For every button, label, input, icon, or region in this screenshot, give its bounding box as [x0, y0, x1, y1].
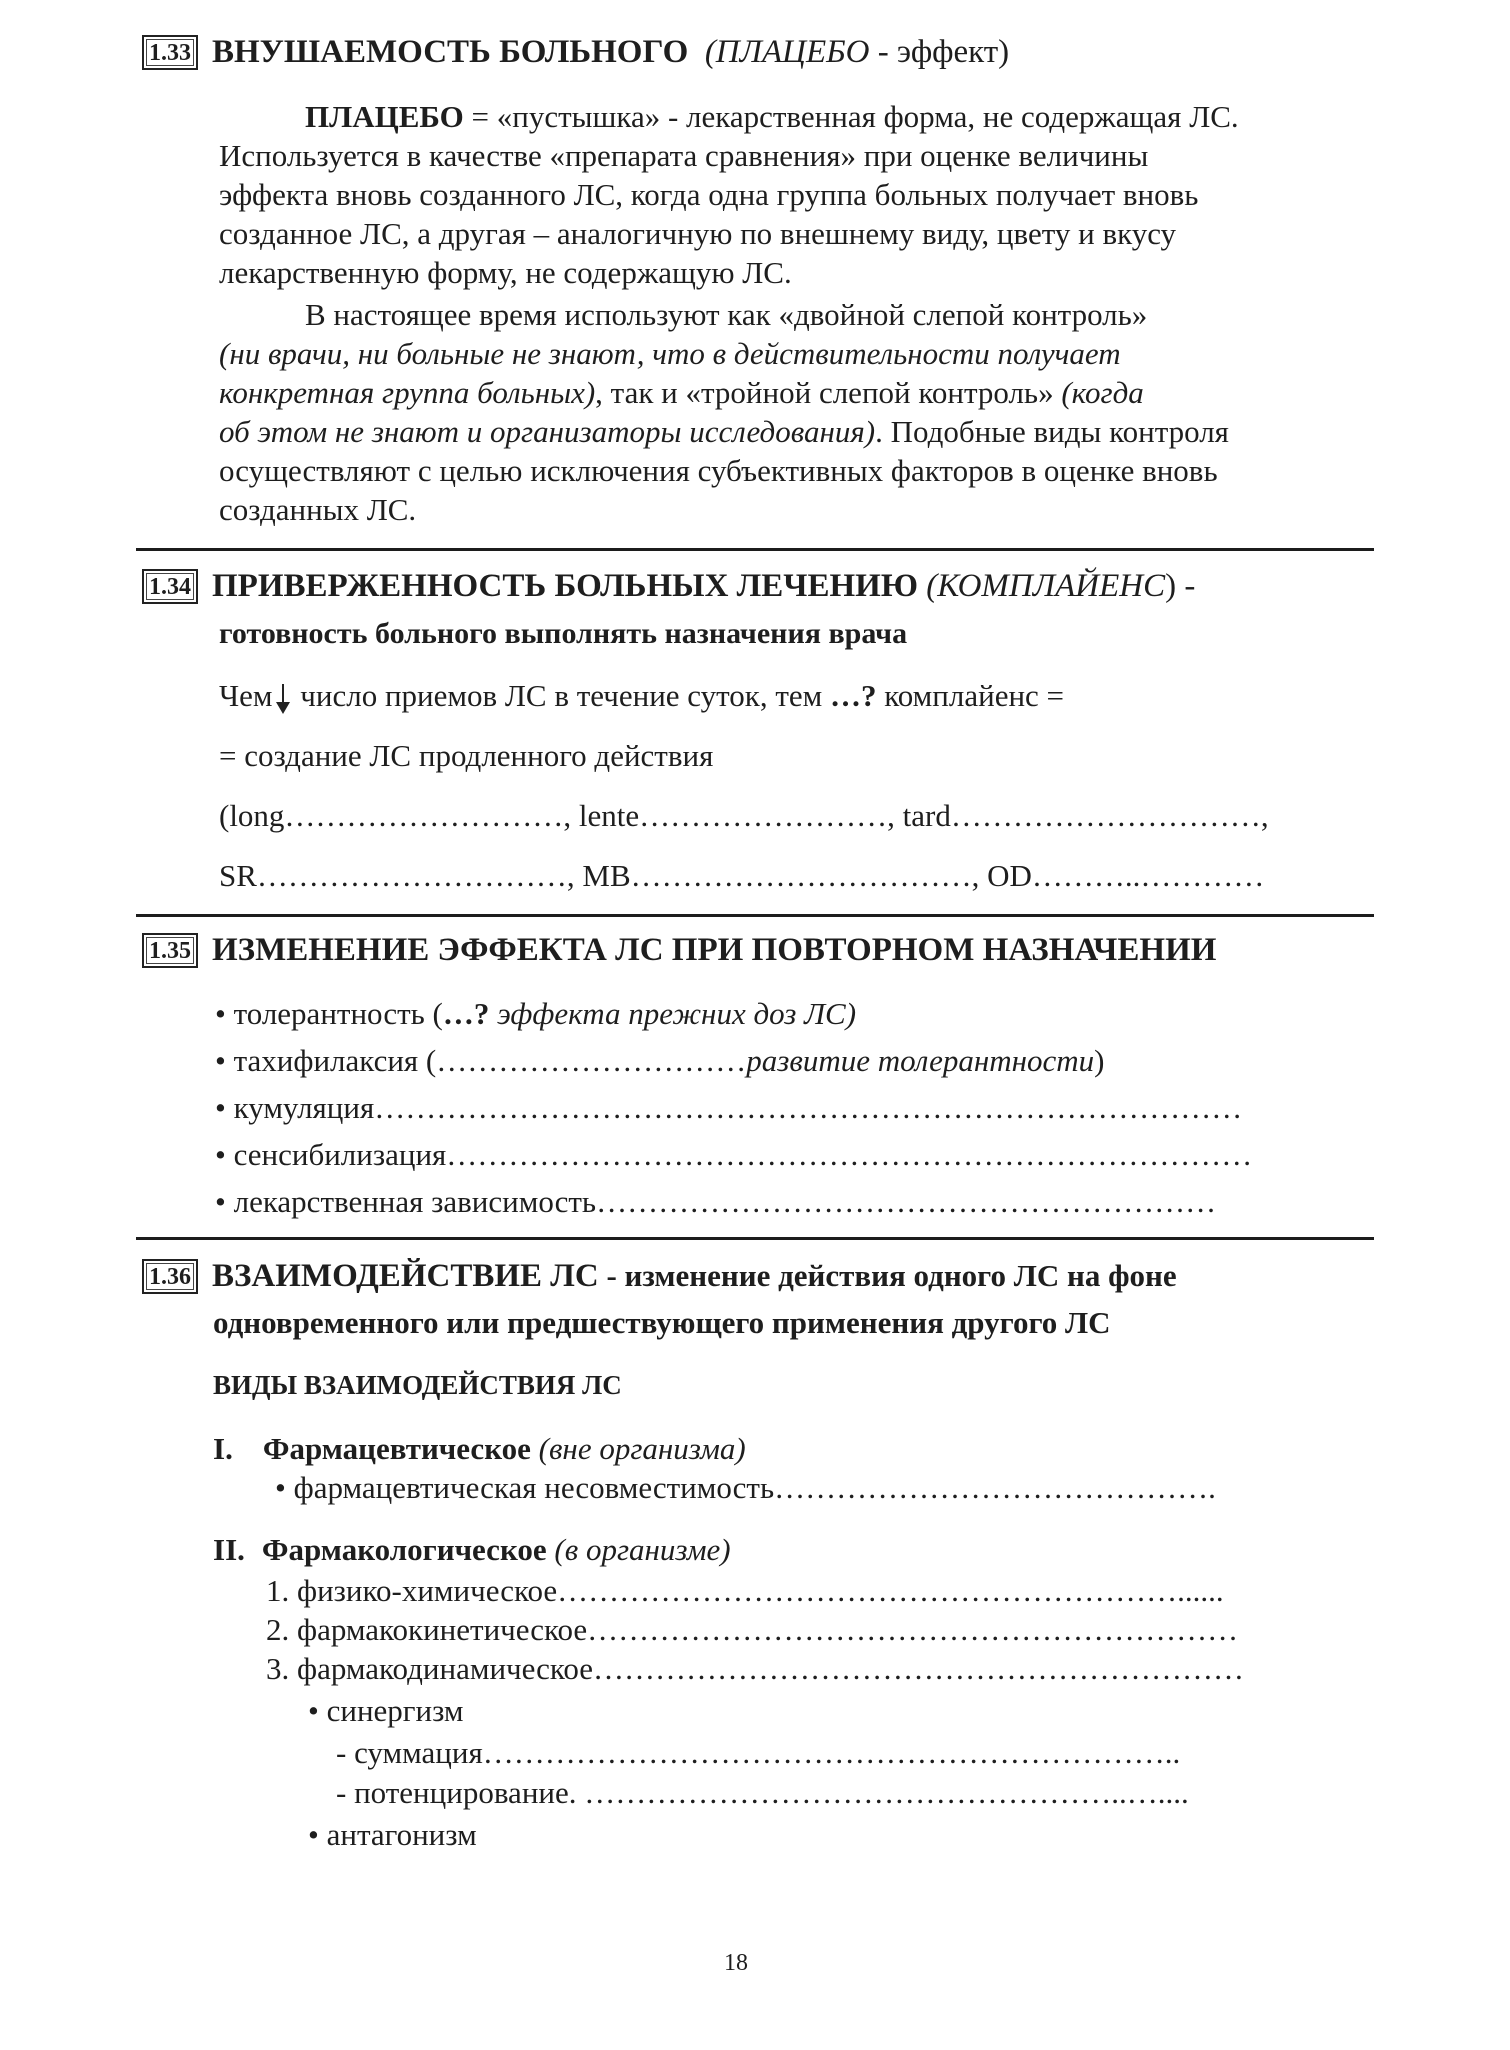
text-bold: Фармакологическое	[261, 1532, 547, 1567]
section-1-36-heading	[142, 1258, 1177, 1295]
roman-item	[213, 1430, 746, 1468]
text: . Подобные виды контроля	[875, 414, 1229, 449]
text: • толерантность (	[215, 996, 443, 1031]
list-item	[215, 995, 856, 1033]
paragraph-line: Используется в качестве «препарата сравнения» при оценке величины	[219, 138, 1149, 173]
list-item: • сенсибилизация……………………………………………………………………	[215, 1137, 1253, 1172]
section-title: ВНУШАЕМОСТЬ БОЛЬНОГО	[212, 34, 689, 70]
paragraph-line: лекарственную форму, не содержащую ЛС.	[219, 255, 792, 290]
text-italic: развитие толерантности	[746, 1043, 1095, 1078]
fill-in-line: SR…………………………, MB……………………………, OD………..…………	[219, 858, 1265, 893]
section-1-35-heading	[142, 932, 1216, 969]
section-title-rest: - изменение действия одного ЛС на фоне	[598, 1258, 1177, 1293]
paragraph-line: осуществляют с целью исключения субъективных факторов в оценке вновь	[219, 453, 1218, 488]
paragraph-line	[219, 413, 1229, 451]
section-title-rest: - эффект)	[869, 34, 1010, 70]
section-1-33-heading	[142, 34, 1009, 71]
text-italic: эффекта прежних доз ЛС)	[489, 996, 857, 1031]
text-italic: об этом не знают и организаторы исследования)	[219, 414, 876, 449]
text-line: = создание ЛС продленного действия	[219, 738, 714, 773]
section-title: ПРИВЕРЖЕННОСТЬ БОЛЬНЫХ ЛЕЧЕНИЮ	[212, 568, 918, 604]
list-item: • антагонизм	[308, 1817, 477, 1852]
paragraph-line: эффекта вновь созданного ЛС, когда одна группа больных получает вновь	[219, 177, 1199, 212]
subheading: ВИДЫ ВЗАИМОДЕЙСТВИЯ ЛС	[213, 1370, 622, 1400]
roman-numeral: II.	[213, 1532, 245, 1567]
roman-item	[213, 1531, 731, 1569]
section-1-34-heading	[142, 568, 1195, 605]
list-item: • синергизм	[308, 1693, 464, 1728]
list-item: - суммация…………………………………………………………..	[336, 1735, 1181, 1770]
section-divider	[136, 1237, 1374, 1240]
text: , так и «тройной слепой контроль»	[595, 375, 1054, 410]
list-item: - потенцирование. ……………………………………………..…....	[336, 1775, 1189, 1810]
bold-term: ПЛАЦЕБО	[305, 99, 464, 134]
text: Чем	[219, 678, 273, 713]
section-title-line2: одновременного или предшествующего применения другого ЛС	[213, 1305, 1111, 1340]
text: комплайенс =	[876, 678, 1065, 713]
paragraph-line: В настоящее время используют как «двойной слепой контроль»	[305, 297, 1148, 332]
list-item: 2. фармакокинетическое………………………………………………………	[266, 1612, 1239, 1647]
text-bold: …?	[442, 996, 490, 1031]
section-title: ВЗАИМОДЕЙСТВИЕ ЛС	[212, 1258, 599, 1294]
paragraph-line	[305, 98, 1239, 136]
text: число приемов ЛС в течение суток, тем	[292, 678, 831, 713]
arrow-down-icon	[273, 684, 293, 714]
paragraph-line: созданных ЛС.	[219, 492, 417, 527]
list-item: 1. физико-химическое……………………………………………………......	[266, 1573, 1224, 1608]
list-item: 3. фармакодинамическое………………………………………………………	[266, 1651, 1245, 1686]
section-number-box: 1.35	[142, 933, 198, 968]
section-divider	[136, 914, 1374, 917]
list-item	[215, 1042, 1105, 1080]
section-subtitle: готовность больного выполнять назначения врача	[219, 617, 908, 650]
section-divider	[136, 548, 1374, 551]
text-italic: конкретная группа больных)	[219, 375, 596, 410]
text: • тахифилаксия (…………………………	[215, 1043, 747, 1078]
section-title-italic: (КОМПЛАЙЕНС	[926, 568, 1166, 604]
section-number-box: 1.36	[142, 1259, 198, 1294]
list-item: • фармацевтическая несовместимость…………………………………….	[275, 1470, 1216, 1505]
text-bold: …?	[830, 678, 877, 713]
text: )	[1094, 1043, 1105, 1078]
list-item: • кумуляция…………………………………………………………………………	[215, 1090, 1243, 1125]
text-italic: (когда	[1053, 375, 1144, 410]
section-title-rest: ) -	[1165, 568, 1196, 604]
text-bold: Фармацевтическое	[262, 1431, 531, 1466]
text-line	[219, 677, 1064, 715]
section-number-box: 1.34	[142, 569, 198, 604]
paragraph-line: (ни врачи, ни больные не знают, что в действительности получает	[219, 336, 1121, 371]
text-italic: (вне организма)	[530, 1431, 746, 1466]
page-number: 18	[724, 1950, 748, 1976]
paragraph-line: созданное ЛС, а другая – аналогичную по внешнему виду, цвету и вкусу	[219, 216, 1177, 251]
roman-numeral: I.	[213, 1431, 233, 1466]
fill-in-line: (long………………………, lente……………………, tard…………………………,	[219, 798, 1269, 833]
paragraph-line	[219, 374, 1144, 412]
section-title: ИЗМЕНЕНИЕ ЭФФЕКТА ЛС ПРИ ПОВТОРНОМ НАЗНАЧЕНИИ	[212, 932, 1217, 968]
list-item: • лекарственная зависимость……………………………………………………	[215, 1184, 1217, 1219]
section-title-italic: (ПЛАЦЕБО	[704, 34, 870, 70]
text: = «пустышка» - лекарственная форма, не содержащая ЛС.	[463, 99, 1239, 134]
text-italic: (в организме)	[546, 1532, 731, 1567]
section-number-box: 1.33	[142, 35, 198, 70]
